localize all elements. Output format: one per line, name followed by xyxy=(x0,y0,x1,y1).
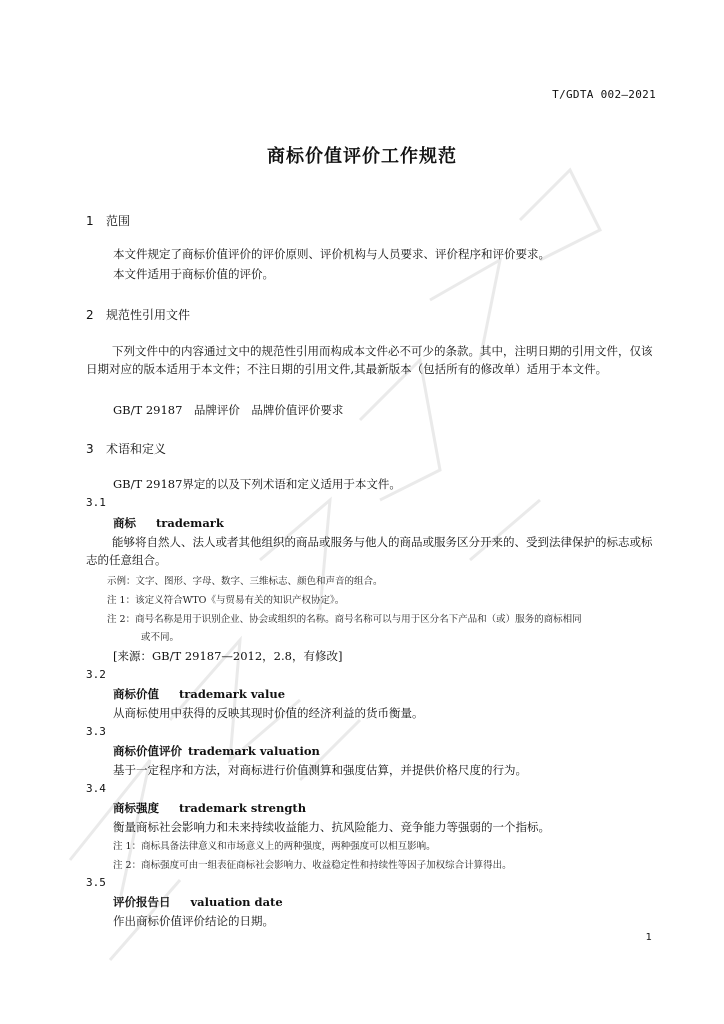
term-chinese: 商标价值 xyxy=(113,687,159,701)
paragraph: GB/T 29187界定的以及下列术语和定义适用于本文件。 xyxy=(113,477,401,491)
source-citation: [来源：GB/T 29187—2012，2.8，有修改] xyxy=(113,649,343,663)
term-entry xyxy=(113,894,283,910)
section-2-heading xyxy=(86,306,190,323)
clause-number: 3.1 xyxy=(86,496,106,509)
section-number: 3 xyxy=(86,442,94,456)
paragraph: 下列文件中的内容通过文中的规范性引用而构成本文件必不可少的条款。其中，注明日期的引用文件，仅该日期对应的版本适用于本文件；不注日期的引用文件,其最新版本（包括所有的修改单）适用于本文件。 xyxy=(86,344,653,376)
definition: 能够将自然人、法人或者其他组织的商品或服务与他人的商品或服务区分开来的、受到法律保护的标志或标志的任意组合。 xyxy=(86,535,653,567)
term-chinese: 商标 xyxy=(113,516,136,530)
note-continuation: 或不同。 xyxy=(141,632,180,643)
note: 注 1：该定义符合WTO《与贸易有关的知识产权协定》。 xyxy=(107,595,345,606)
definition: 从商标使用中获得的反映其现时价值的经济利益的货币衡量。 xyxy=(113,706,424,720)
document-code: T/GDTA 002—2021 xyxy=(552,88,656,101)
clause-number: 3.2 xyxy=(86,668,106,681)
term-entry xyxy=(113,743,320,759)
page-title: 商标价值评价工作规范 xyxy=(267,146,457,167)
section-title: 术语和定义 xyxy=(106,442,167,456)
definition: 作出商标价值评价结论的日期。 xyxy=(113,914,274,928)
term-entry xyxy=(113,515,224,531)
section-number: 1 xyxy=(86,214,94,228)
normative-reference: GB/T 29187 品牌评价 品牌价值评价要求 xyxy=(113,403,344,417)
clause-number: 3.3 xyxy=(86,725,106,738)
clause-number: 3.5 xyxy=(86,876,106,889)
clause-number: 3.4 xyxy=(86,782,106,795)
section-title: 范围 xyxy=(106,214,131,228)
term-english: trademark xyxy=(156,516,224,530)
definition: 基于一定程序和方法，对商标进行价值测算和强度估算，并提供价格尺度的行为。 xyxy=(113,763,527,777)
section-number: 2 xyxy=(86,308,94,322)
term-chinese: 商标价值评价 xyxy=(113,744,182,758)
term-english: valuation date xyxy=(190,895,283,909)
definition: 衡量商标社会影响力和未来持续收益能力、抗风险能力、竞争能力等强弱的一个指标。 xyxy=(113,820,550,834)
example: 示例：文字、图形、字母、数字、三维标志、颜色和声音的组合。 xyxy=(107,576,383,587)
term-chinese: 评价报告日 xyxy=(113,895,171,909)
note: 注 2：商号名称是用于识别企业、协会或组织的名称。商号名称可以与用于区分名下产品和（或）服务的商标相同 xyxy=(107,614,582,625)
section-3-heading xyxy=(86,440,166,457)
term-english: trademark value xyxy=(179,687,286,701)
note: 注 2：商标强度可由一组表征商标社会影响力、收益稳定性和持续性等因子加权综合计算得出。 xyxy=(113,860,512,871)
section-title: 规范性引用文件 xyxy=(106,308,191,322)
term-english: trademark strength xyxy=(179,801,307,815)
term-chinese: 商标强度 xyxy=(113,801,159,815)
note: 注 1：商标具备法律意义和市场意义上的两种强度，两种强度可以相互影响。 xyxy=(113,841,436,852)
term-english: trademark valuation xyxy=(188,744,320,758)
term-entry xyxy=(113,800,306,816)
term-entry xyxy=(113,686,285,702)
section-1-heading xyxy=(86,212,130,229)
page-number: 1 xyxy=(645,932,652,943)
paragraph: 本文件规定了商标价值评价的评价原则、评价机构与人员要求、评价程序和评价要求。 xyxy=(113,247,550,261)
paragraph: 本文件适用于商标价值的评价。 xyxy=(113,267,274,281)
